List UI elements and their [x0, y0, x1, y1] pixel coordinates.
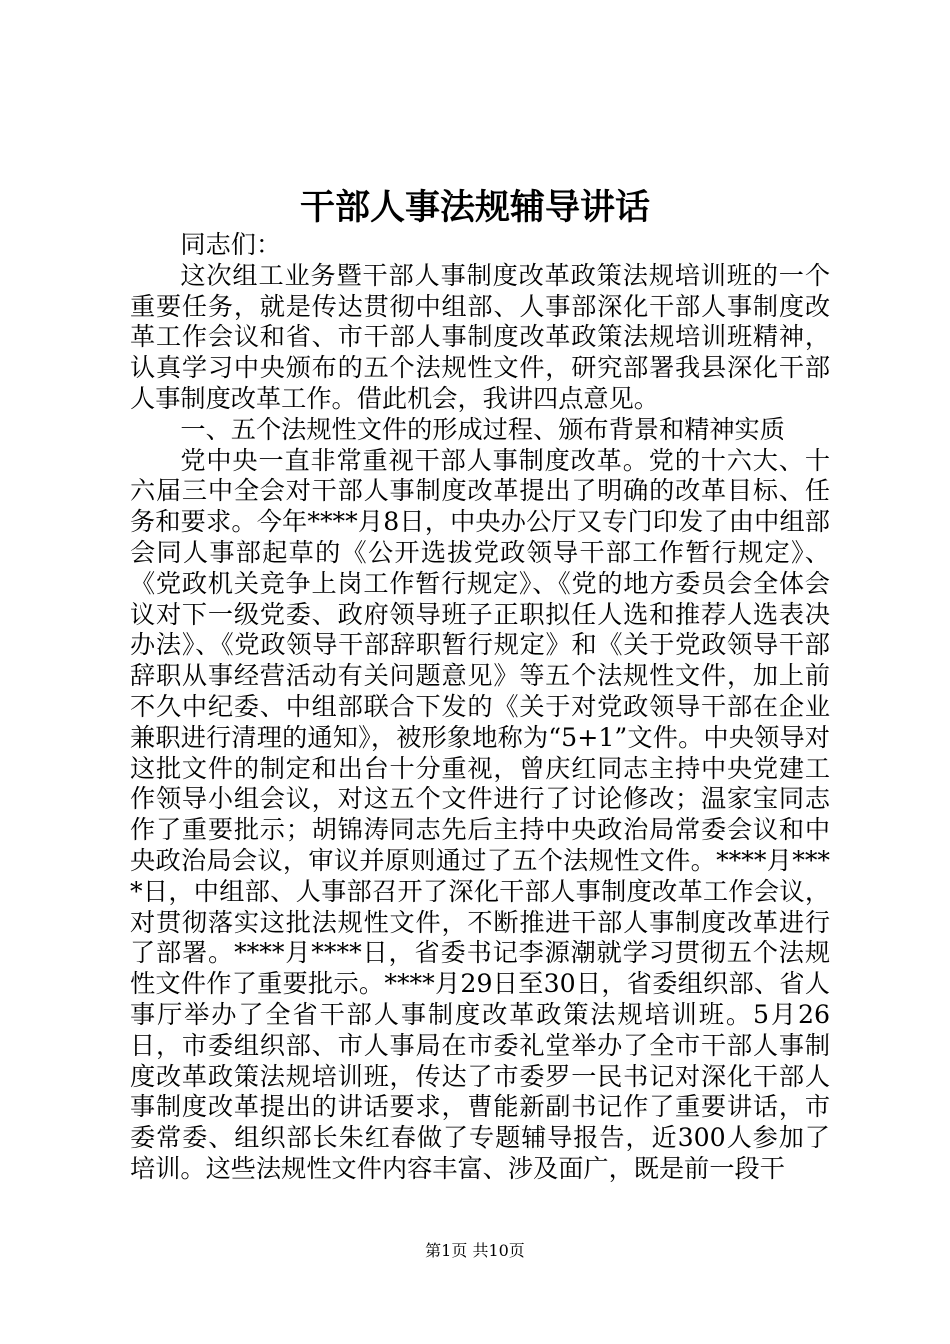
body-paragraph: 党中央一直非常重视干部人事制度改革。党的十六大、十六届三中全会对干部人事制度改革提出了明确的改革目标、任务和要求。今年****月8日，中央办公厅又专门印发了由中组部会同人事部起草的《公开选拔党政领导干部工作暂行规定》、《党政机关竞争上岗工作暂行规定》、《党的地方委员会全体会议对下一级党委、政府领导班子正职拟任人选和推荐人选表决办法》、《党政领导干部辞职暂行规定》和《关于党政领导干部辞职从事经营活动有关问题意见》等五个法规性文件，加上前不久中纪委、中组部联合下发的《关于对党政领导干部在企业兼职进行清理的通知》，被形象地称为“5+1”文件。中央领导对这批文件的制定和出台十分重视，曾庆红同志主持中央党建工作领导小组会议，对这五个文件进行了讨论修改；温家宝同志作了重要批示；胡锦涛同志先后主持中央政治局常委会议和中央政治局会议，审议并原则通过了五个法规性文件。****月****日，中组部、人事部召开了深化干部人事制度改革工作会议，对贯彻落实这批法规性文件，不断推进干部人事制度改革进行了部署。****月****日，省委书记李源潮就学习贯彻五个法规性文件作了重要批示。****月29日至30日，省委组织部、省人事厅举办了全省干部人事制度改革政策法规培训班。5月26日，市委组织部、市人事局在市委礼堂举办了全市干部人事制度改革政策法规培训班，传达了市委罗一民书记对深化干部人事制度改革提出的讲话要求，曹能新副书记作了重要讲话，市委常委、组织部长朱红春做了专题辅导报告，近300人参加了培训。这些法规性文件内容丰富、涉及面广，既是前一段干	[130, 445, 830, 1183]
section-heading: 一、五个法规性文件的形成过程、颁布背景和精神实质	[180, 414, 785, 444]
document-body	[130, 230, 830, 1185]
body-paragraph: 这次组工业务暨干部人事制度改革政策法规培训班的一个重要任务，就是传达贯彻中组部、人事部深化干部人事制度改革工作会议和省、市干部人事制度改革政策法规培训班精神，认真学习中央颁布的五个法规性文件，研究部署我县深化干部人事制度改革工作。借此机会，我讲四点意见。	[130, 260, 830, 413]
salutation: 同志们：	[180, 230, 282, 259]
document-title: 干部人事法规辅导讲话	[299, 187, 650, 228]
page-footer: 第1页 共10页	[425, 1241, 525, 1260]
